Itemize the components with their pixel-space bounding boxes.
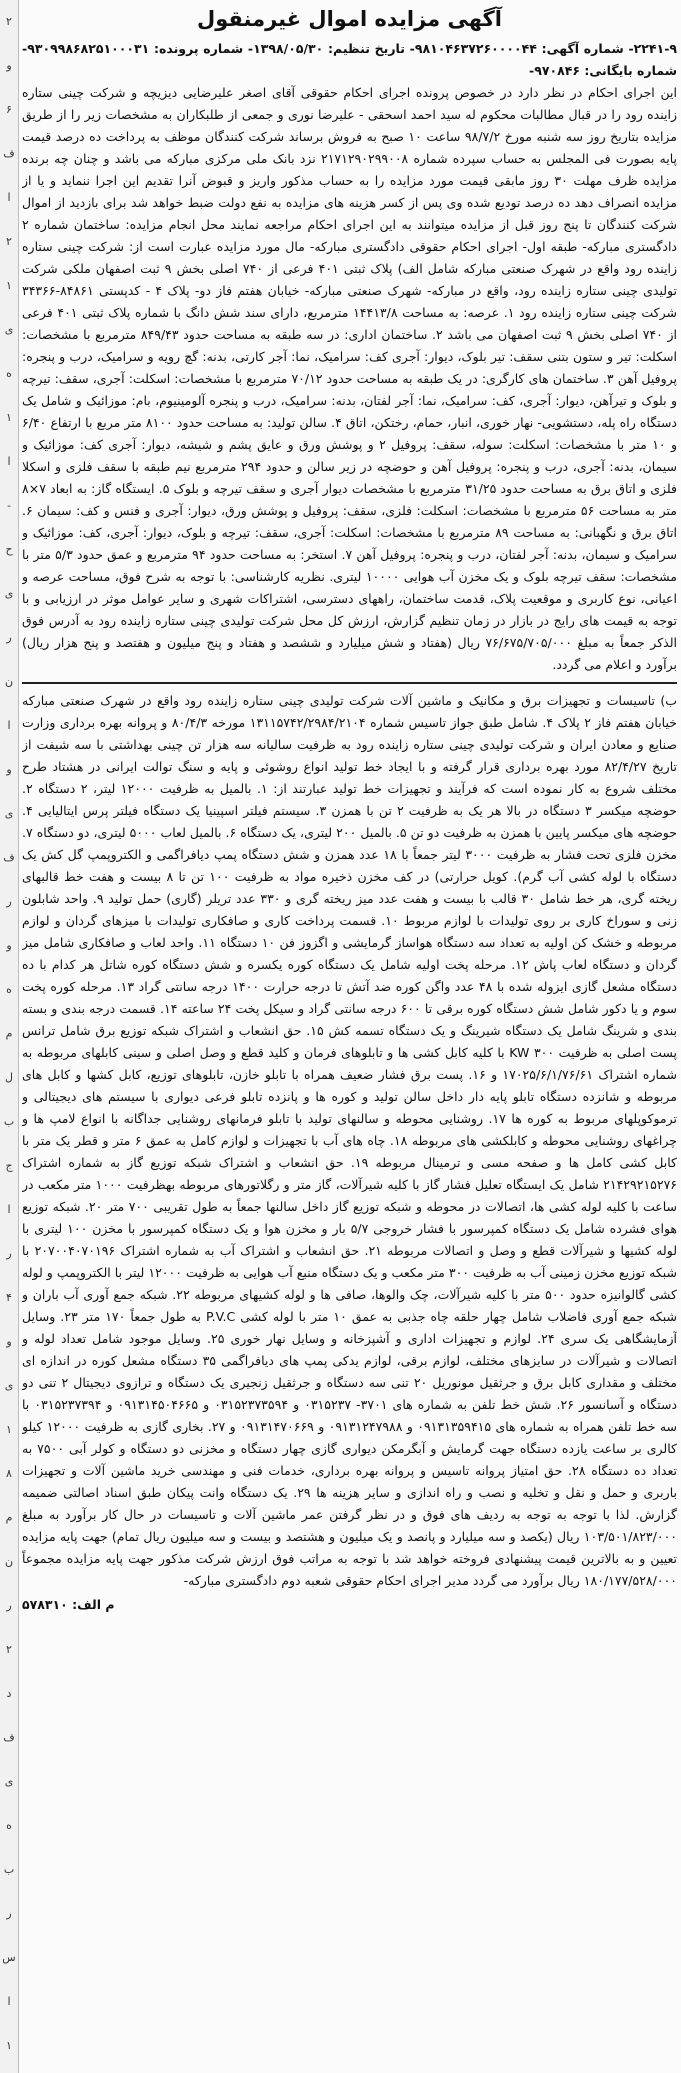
gutter-char: ۸ <box>6 1467 12 1480</box>
notice-meta: ۲۲۴۱-۹- شماره آگهی: ۹۸۱۰۴۶۳۷۲۶۰۰۰۰۴۴- تاریخ تنظیم: ۱۳۹۸/۰۵/۳۰- شماره پرونده: ۹۳۰۹۹۸۶۸۲۵۱۰۰۰۳۱- شماره بایگانی: ۹۷۰۸۴۶- <box>22 41 677 78</box>
gutter-char: ی <box>4 587 14 600</box>
gutter-char: ه <box>6 983 12 996</box>
gutter-char: ف <box>3 851 15 864</box>
gutter-char: ن <box>4 675 14 688</box>
gutter-char: ۱ <box>6 1423 12 1436</box>
gutter-char: د <box>6 1687 12 1700</box>
gutter-char: ۲ <box>6 235 12 248</box>
gutter-char: ر <box>6 631 12 644</box>
gutter-char: س <box>2 1951 16 1964</box>
gutter-char: ا <box>7 191 11 204</box>
gutter-char: ۱ <box>6 279 12 292</box>
gutter-char: و <box>6 1335 12 1348</box>
gutter-char: ر <box>6 1599 12 1612</box>
gutter-char: ر <box>6 1247 12 1260</box>
gutter-char: ج <box>5 1159 13 1172</box>
gutter-char: ی <box>4 807 14 820</box>
gutter-char: ۱ <box>6 411 12 424</box>
gutter-char: ب <box>3 1115 15 1128</box>
gutter-char: ا <box>7 719 11 732</box>
gutter-char: و <box>6 59 12 72</box>
gutter-char: ن <box>4 1555 14 1568</box>
gutter-char: م <box>5 1027 13 1040</box>
gutter-char: ح <box>5 543 13 556</box>
gutter-char: ۲ <box>6 15 12 28</box>
gutter-char: ه <box>6 367 12 380</box>
gutter-char: ا <box>7 1203 11 1216</box>
gutter-char: ی <box>4 1379 14 1392</box>
gutter-char: ر <box>6 1907 12 1920</box>
equipment-description: ب) تاسیسات و تجهیزات برق و مکانیک و ماشین آلات شرکت تولیدی چینی ستاره زاینده رود واقع در شهرک صنعتی مبارکه خیابان هفتم فاز ۲ پلاک ۴. شامل طبق جواز تاسیس شماره ۱۳۱۱۵۷۴۲/۲۹۸۴/۲۱۰۴ مورخه ۸۰/۴/۳ و پروانه بهره برداری وزارت صنایع و معادن ایران و شرکت تولیدی چینی ستاره زاینده رود به ظرفیت سالیانه سه هزار تن چینی بهداشتی با سه شیفت از تاریخ ۸۲/۴/۲۷ مورد بهره برداری قرار گرفته و با ایجاد خط تولید انواع روشوئی و پایه و سنگ توالت ایرانی در هشتاد طرح مختلف شروع به کار نموده است که فرآیند و تجهیزات خط تولید عبارتند از: ۱. بالمیل به ظرفیت ۱۲۰۰۰ لیتر، ۲ دستگاه ۲. حوضچه میکسر ۳ دستگاه در بالا هر یک به ظرفیت ۲ تن با همزن ۳. سیستم فیلتر اسپینیا یک دستگاه فیلتر پرس ایتالیایی ۴. حوضچه های میکسر پایین با همزن به ظرفیت دو تن ۵. بالمیل ۲۰۰ لیتری، یک دستگاه ۶. بالمیل لعاب ۵۰۰۰ لیتری، دو دستگاه ۷. مخزن فلزی تحت فشار به ظرفیت ۳۰۰۰ لیتر جمعاً با ۱۸ عدد همزن و شش دستگاه پمپ دیافراگمی و الکتروپمپ گل کش یک دستگاه با لوله کشی آب گرم). کویل حرارتی) در کف مخزن ذخیره مواد به ظرفیت ۱۰۰ تن تا ۸ بیست و هفت خط قالبهای ریخته گری، هر خط شامل ۳۰ قالب با بیست و هفت عدد میز ریخته گری و ۳۳۰ عدد تریلر (گاری) حمل تولید ۹. واحد شابلون زنی و سوراخ کاری بر روی تولیدات با لوازم مربوط ۱۰. قسمت پرداخت کاری و صافکاری تولیدات با میزهای گردان و لوازم مربوطه و خشک کن اولیه به تعداد سه دستگاه هواساز گرمایشی و اگزوز فن ۱۰ دستگاه ۱۱. واحد لعاب و صافکاری شامل میز گردان و دستگاه لعاب پاش ۱۲. مرحله پخت اولیه شامل یک دستگاه کوره یکسره و شش دستگاه کوره شاتل هر کدام با ده دستگاه مشعل گازی ایزوله شده با ۴۸ عدد واگن کوره ضد آتش تا درجه حرارت ۱۴۰۰ درجه سانتی گراد ۱۳. مرحله کوره پخت سوم و یا دکور شامل شش دستگاه کوره برقی تا ۶۰۰ درجه سانتی گراد و سیکل پخت ۲۴ ساعته ۱۴. قسمت درجه بندی و بسته بندی و شرینگ شامل یک دستگاه شیرینگ و یک دستگاه تسمه کش ۱۵. حق انشعاب و اشتراک شبکه توزیع برق شامل ترانس پست اصلی به ظرفیت ۳۰۰ KW با کلیه کابل کشی ها و تابلوهای فرمان و کلید قطع و وصل اصلی و سینی کابلهای مربوطه به شماره اشتراک ۱۷۰۲۵/۶/۱/۷۶/۶۱ و ۱۶. پست برق فشار ضعیف همراه با تابلو خازن، تابلوهای توزیع، کابل کشها و کابل های مربوطه و شانزده دستگاه تابلو پایه دار داخل سالن تولید و کوره ها و پانزده تابلو فرعی دیواری با سیستم های دیجیتالی و ترموکوپلهای مربوط به کوره ها ۱۷. روشنایی محوطه و سالنهای تولید با تابلو فرمانهای روشنایی جداگانه با انواع لامپ ها و چراغهای روشنایی محوطه و کابلکشی های مربوطه ۱۸. چاه های آب با تجهیزات و لوازم کامل به عمق ۶ متر و قطر یک متر با کابل کشی کامل ها و صفحه مسی و ترمینال مربوطه ۱۹. حق انشعاب و اشتراک شبکه توزیع گاز به شماره اشتراک ۲۱۴۲۹۲۱۵۲۷۶ شامل یک ایستگاه تعلیل فشار گاز با کلیه شیرآلات، گاز متر و رگلاتورهای مربوطه بهظرفیت ۱۰۰۰ متر مکعب در ساعت با کلیه لوله کشی ها، اتصالات در محوطه و شبکه توزیع گاز داخل سالنها جمعاً به طول تقریبی ۷۰۰ متر ۲۰. شبکه توزیع هوای فشرده شامل یک دستگاه کمپرسور با فشار خروجی ۵/۷ بار و مخزن هوا و یک دستگاه کمپرسور با مخزن ۱۰۰ لیتری با لوله کشیها و شیرآلات قطع و وصل و اتصالات مربوطه ۲۱. حق انشعاب و اشتراک آب به شماره اشتراک ۲۰۷۰۰۴۰۷۰۱۹۶ با شبکه توزیع مخزن زمینی آب به ظرفیت ۳۰۰ متر مکعب و یک دستگاه منبع آب هوایی به ظرفیت ۱۲۰۰۰ لیتر با الکتروپمپ و لوله کشی گالوانیزه حدود ۵۰۰ متر با کلیه شیرآلات، چک والوها، صافی ها و لوله کشیهای مربوطه ۲۲. شبکه جمع آوری آب باران و شبکه جمع آوری فاضلاب شامل چهار حلقه چاه جذبی به عمق ۱۰ متر با لوله کشی P.V.C به طول جمعاً ۱۷۰ متر ۲۳. وسایل آزمایشگاهی یک سری ۲۴. لوازم و تجهیزات اداری و آشپزخانه و وسایل نهار خوری ۲۵. وسایل موجود شامل تعداد لوله و اتصالات و شیرآلات در سایزهای مختلف، لوازم برقی، لوازم یدکی پمپ های دیافراگمی ۳۵ دستگاه مشعل کوره در اندازه ای مختلف و مقداری کابل برق و جرثقیل مونوریل ۲۰ تنی سه دستگاه و جرثقیل زنجیری یک دستگاه و ترازوی دیجیتال ۲ تنی دو دستگاه و آسانسور ۲۶. شش خط تلفن به شماره های ۳۷۰۱- ۰۳۱۵۲۳۷ و ۰۳۱۵۲۳۷۳۵۹۴ و ۰۹۱۳۱۴۵۰۴۶۶۵ و ۰۳۱۵۲۳۷۳۹۴ با سه خط تلفن همراه به شماره های ۰۹۱۳۱۳۵۹۴۱۵ و ۰۹۱۳۱۲۴۷۹۸۸ و ۰۹۱۳۱۴۷۰۶۶۹ و ۲۷. بخاری گازی به ظرفیت ۱۲۰۰۰ کیلو کالری بر ساعت یازده دستگاه جهت گرمایش و آبگرمکن دیواری گازی چهار دستگاه و مخزنی دو دستگاه و کولر آبی ۷۵۰۰ به تعداد ده دستگاه ۲۸. حق امتیاز پروانه تاسیس و پروانه بهره برداری، خدمات فنی و مهندسی خرید ماشین آلات و تجهیزات باربری و حمل و نقل و تخلیه و نصب و راه اندازی و سایر هزینه ها ۲۹. یک دستگاه وانت پیکان طبق اسناد اصالتی ضمیمه گزارش. لذا با توجه به توجه به ردیف های فوق و در نظر گرفتن عمر ماشین آلات و تاسیسات در حال کار برآورد به مبلغ ۱۰۳/۵۰۱/۸۲۳/۰۰۰ ریال (یکصد و سه میلیارد و پانصد و یک میلیون و هشتصد و بیست و سه میلیون ریال تمام) جهت پایه مزایده تعیین و به بالاترین قیمت پیشنهادی فروخته خواهد شد با توجه به مراتب فوق ارزش شرکت مذکور جهت پایه مزایده مجموعاً ۱۸۰/۱۷۷/۵۲۸/۰۰۰ ریال برآورد می گردد مدیر اجرای احکام حقوقی شعبه دوم دادگستری مبارکه- <box>22 693 677 1588</box>
gutter-char: ۶ <box>6 103 12 116</box>
gutter-char: ف <box>3 1731 15 1744</box>
gutter-char: و <box>6 763 12 776</box>
gutter-char: ل <box>5 1071 13 1084</box>
gutter-char: ۲ <box>6 1643 12 1656</box>
notice-title: آگهی مزایده اموال غیرمنقول <box>197 7 502 31</box>
gutter-char: - <box>7 499 11 512</box>
gutter-char: ا <box>7 1995 11 2008</box>
gutter-char: ۴ <box>6 1291 12 1304</box>
gutter-char: ا <box>7 455 11 468</box>
adjacent-column-fragment <box>0 0 19 2073</box>
gutter-char: ر <box>6 895 12 908</box>
gutter-char: ب <box>3 1863 15 1876</box>
property-description: این اجرای احکام در نظر دارد در خصوص پرونده اجرای احکام حقوقی آقای اصغر علیرضایی دیزیچه و شرکت چینی ستاره زاینده رود را در قبال مطالبات محکوم له سید احمد اسحقی - علیرضا نوری و جمعی از طلبکاران به مشخصات زیر را از طریق مزایده بتاریخ روز سه شنبه مورخ ۹۸/۷/۲ ساعت ۱۰ صبح به فروش برساند شرکت کنندگان موظف به پرداخت ده درصد قیمت پایه بصورت فی المجلس به حساب سپرده شماره ۲۱۷۱۲۹۰۲۹۹۰۰۸ نزد بانک ملی مرکزی مبارکه می باشد و چنان چه برنده مزایده ظرف مهلت ۳۰ روز مابقی قیمت مورد مزایده را به حساب مذکور واریز و قبوض آنرا تقدیم این اجرا ننماید و یا از مزایده انصراف دهد ده درصد تودیع شده وی پس از کسر هزینه های مزایده به نفع دولت ضبط خواهد شد برای بازدید از اموال شرکت کنندگان تا پنج روز قبل از مزایده میتوانند به این اجرای احکام مراجعه نمایند محل انجام مزایده: ساختمان شماره ۲ دادگستری مبارکه- طبقه اول- اجرای احکام حقوقی دادگستری مبارکه- مال مورد مزایده عبارت است از: شرکت چینی ستاره زاینده رود واقع در شهرک صنعتی مبارکه شامل الف) پلاک ثبتی ۴۰۱ فرعی از ۷۴۰ اصلی بخش ۹ ثبت اصفهان ملکی شرکت تولیدی چینی ستاره زاینده رود، واقع در مبارکه- شهرک صنعتی مبارکه- خیابان هفتم فاز دو- پلاک ۴ - کدپستی ۸۴۸۶۱-۳۴۳۶۶ شرکت چینی ستاره زاینده رود ۱. عرصه: به مساحت ۱۴۴۱۳/۸ مترمربع، دارای سند شش دانگ با شماره پلاک ثبتی ۴۰۱ فرعی از ۷۴۰ اصلی بخش ۹ ثبت اصفهان می باشد ۲. ساختمان اداری: در سه طبقه به مساحت حدود ۸۴۹/۴۳ مترمربع با مشخصات: اسکلت: تیر و ستون بتنی سقف: تیر بلوک، دیوار: آجری کف: سرامیک، نما: آجر کارتی، بدنه: گچ رویه و سرامیک، درب و پنجره: پروفیل آهن ۳. ساختمان های کارگری: در یک طبقه به مساحت حدود ۷۰/۱۲ مترمربع با مشخصات: اسکلت: آجری، سقف: تیرچه و بلوک و تیرآهن، دیوار: آجری، کف: سرامیک، نما: آجر لفتان، بدنه: سرامیک، درب و پنجره آلومینیوم، بام: موزائیک و شامل یک دستگاه راه پله، دستشویی- نهار خوری، انبار، حمام، رختکن، اتاق ۴. سالن تولید: به مساحت حدود ۸۱۰۰ متر مربع با ارتفاع ۶/۴۰ و ۱۰ متر با مشخصات: اسکلت: سوله، سقف: پروفیل ۲ و پوشش ورق و عایق پشم و شیشه، دیوار: آجری کف: موزائیک و سیمان، بدنه: آجری، درب و پنجره: پروفیل آهن و حوضچه در زیر سالن و حدود ۲۹۴ مترمربع نیم طبقه با سقف فلزی و اسکلا فلزی و اتاق برق به مساحت حدود ۳۱/۲۵ مترمربع با مشخصات دیوار آجری و سقف تیرچه و بلوک ۵. ایستگاه گاز: به ابعاد ۷×۸ متر به مساحت ۵۶ مترمربع با مشخصات: اسکلت: فلزی، سقف: پروفیل و پوشش ورق، دیوار: آجری و فنس و کف: سیمان ۶. اتاق برق و نگهبانی: به مساحت ۸۹ مترمربع با مشخصات: اسکلت: آجری، سقف: تیرچه و بلوک، دیوار: آجری، کف: موزائیک و سرامیک و سیمان، بدنه: آجر لفتان، درب و پنجره: پروفیل آهن ۷. استخر: به مساحت حدود ۹۴ مترمربع و عمق حدود ۵/۳ متر با مشخصات: سقف تیرچه بلوک و یک مخزن آب هوایی ۱۰۰۰۰ لیتری. نظریه کارشناسی: با توجه به شرح فوق، مساحت عرصه و اعیانی، نوع کاربری و موقعیت پلاک، قدمت ساختمان، راههای دسترسی، اشتراکات شهری و سایر عوامل موثر در ارزیابی و با توجه به قیمت های رایج در بازار در زمان تنظیم گزارش، ارزش کل محل شرکت تولیدی چینی ستاره زاینده رود به آدرس فوق الذکر جمعاً به مبلغ ۷۶/۶۷۵/۷۰۵/۰۰۰ ریال (هفتاد و شش میلیارد و ششصد و هفتاد و پنج میلیون و هفتصد و پنج هزار ریال) برآورد و اعلام می گردد. <box>22 85 677 672</box>
gutter-char: م <box>5 1511 13 1524</box>
notice-reference: م الف: ۵۷۸۳۱۰ <box>22 1597 115 1612</box>
section-divider <box>22 682 677 684</box>
gutter-char: ی <box>4 323 14 336</box>
gutter-char: ه <box>6 1819 12 1832</box>
gutter-char: ۱ <box>6 2039 12 2052</box>
auction-notice <box>22 4 677 2069</box>
gutter-char: ی <box>4 1775 14 1788</box>
gutter-char: ف <box>3 147 15 160</box>
gutter-char: و <box>6 939 12 952</box>
